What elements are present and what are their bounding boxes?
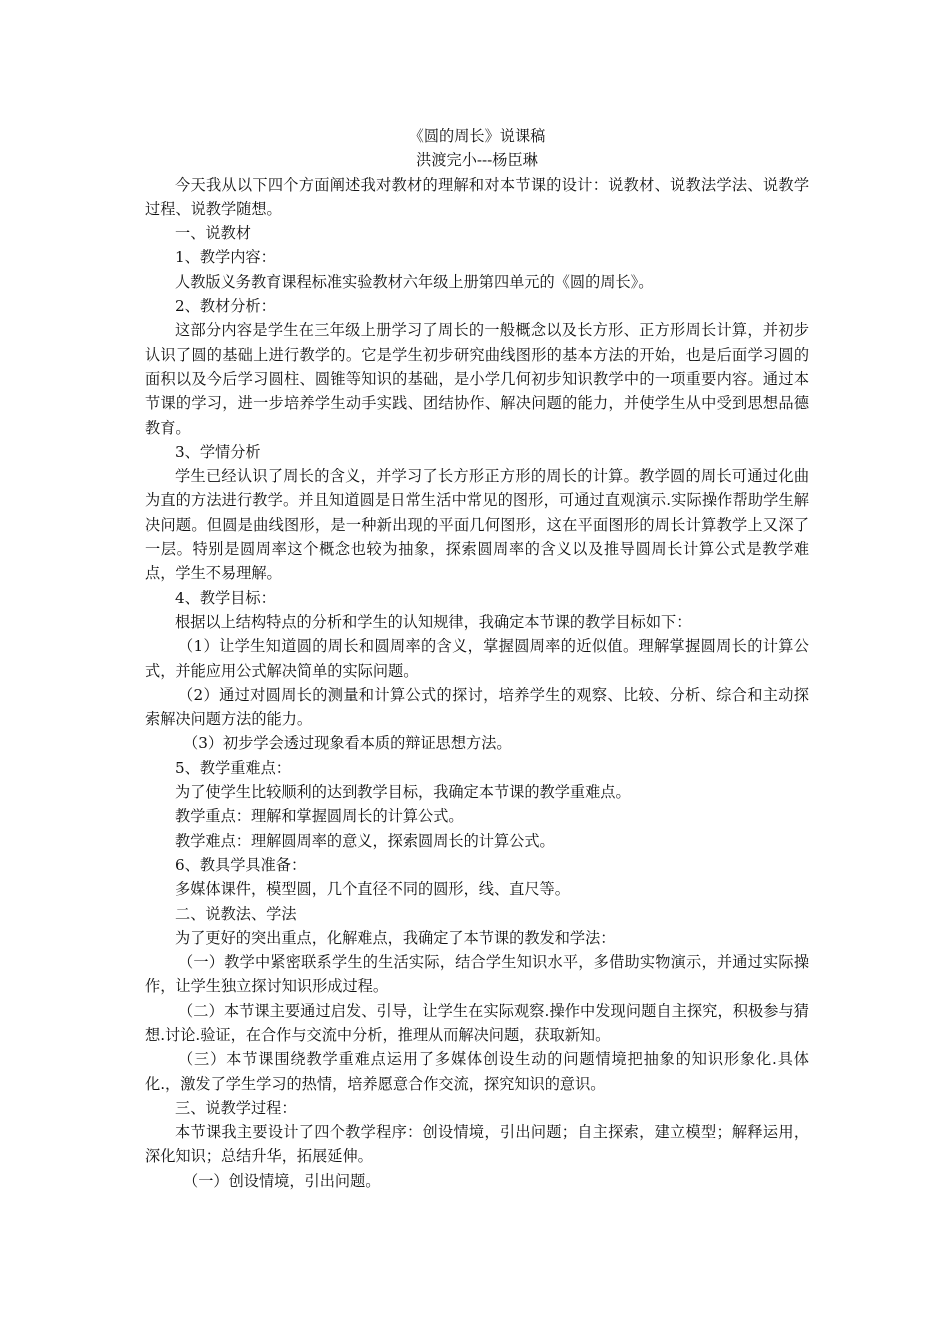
- subsection-heading: 3、学情分析: [175, 442, 261, 461]
- subsection-heading: 5、教学重难点：: [175, 758, 291, 777]
- list-item: （三）本节课围绕教学重难点运用了多媒体创设生动的问题情境把抽象的知识形象化.具体化.，激发了学生学习的热情，培养愿意合作交流，探究知识的意识。: [145, 1050, 809, 1093]
- list-item: （二）本节课主要通过启发、引导，让学生在实际观察.操作中发现问题自主探究，积极参与猜想.讨论.验证，在合作与交流中分析，推理从而解决问题，获取新知。: [145, 1001, 809, 1044]
- list-item: （3）初步学会透过现象看本质的辩证思想方法。: [183, 734, 512, 753]
- list-item: （2）通过对圆周长的测量和计算公式的探讨，培养学生的观察、比较、分析、综合和主动探索解决问题方法的能力。: [145, 685, 809, 729]
- body-paragraph: 根据以上结构特点的分析和学生的认知规律，我确定本节课的教学目标如下：: [175, 612, 692, 631]
- body-paragraph: 学生已经认识了周长的含义，并学习了长方形正方形的周长的计算。教学圆的周长可通过化曲为直的方法进行教学。并且知道圆是日常生活中常见的图形，可通过直观演示.实际操作帮助学生解决问题。但圆是曲线图形，是一种新出现的平面几何图形，这在平面图形的周长计算教学上又深了一层。特别是圆周率这个概念也较为抽象，探索圆周率的含义以及推导圆周长计算公式是教学难点，学生不易理解。: [145, 467, 809, 583]
- document-title: 《圆的周长》说课稿: [408, 127, 546, 145]
- document-author: 洪渡完小---杨臣琳: [416, 151, 538, 170]
- body-paragraph: 教学难点：理解圆周率的意义，探索圆周长的计算公式。: [175, 831, 555, 850]
- body-paragraph: 本节课我主要设计了四个教学程序：创设情境，引出问题；自主探索，建立模型；解释运用，深化知识；总结升华，拓展延伸。: [145, 1123, 809, 1166]
- subsection-heading: （一）创设情境，引出问题。: [183, 1171, 381, 1190]
- section-heading: 二、说教法、学法: [175, 904, 297, 923]
- body-paragraph: 人教版义务教育课程标准实验教材六年级上册第四单元的《圆的周长》。: [175, 272, 654, 291]
- list-item: （一）教学中紧密联系学生的生活实际，结合学生知识水平，多借助实物演示，并通过实际操作，让学生独立探讨知识形成过程。: [145, 953, 809, 996]
- section-heading: 三、说教学过程：: [175, 1098, 297, 1117]
- body-paragraph: 多媒体课件，模型圆，几个直径不同的圆形，线、直尺等。: [175, 880, 570, 899]
- body-paragraph: 为了使学生比较顺利的达到教学目标，我确定本节课的教学重难点。: [175, 783, 631, 802]
- subsection-heading: 4、教学目标：: [175, 588, 276, 607]
- list-item: （1）让学生知道圆的周长和圆周率的含义，掌握圆周率的近似值。理解掌握圆周长的计算公式，并能应用公式解决简单的实际问题。: [145, 637, 809, 680]
- subsection-heading: 6、教具学具准备：: [175, 855, 307, 874]
- intro-paragraph: 今天我从以下四个方面阐述我对教材的理解和对本节课的设计：说教材、说教法学法、说教学过程、说教学随想。: [145, 175, 809, 218]
- subsection-heading: 1、教学内容：: [175, 248, 276, 267]
- body-paragraph: 为了更好的突出重点，化解难点，我确定了本节课的教发和学法：: [175, 928, 616, 947]
- subsection-heading: 2、教材分析：: [175, 297, 276, 316]
- body-paragraph: 教学重点：理解和掌握圆周长的计算公式。: [175, 807, 464, 826]
- document-body: [145, 124, 809, 1193]
- section-heading: 一、说教材: [175, 224, 251, 243]
- body-paragraph: 这部分内容是学生在三年级上册学习了周长的一般概念以及长方形、正方形周长计算，并初步认识了圆的基础上进行教学的。它是学生初步研究曲线图形的基本方法的开始，也是后面学习圆的面积以及今后学习圆柱、圆锥等知识的基础，是小学几何初步知识教学中的一项重要内容。通过本节课的学习，进一步培养学生动手实践、团结协作、解决问题的能力，并使学生从中受到思想品德教育。: [145, 321, 809, 437]
